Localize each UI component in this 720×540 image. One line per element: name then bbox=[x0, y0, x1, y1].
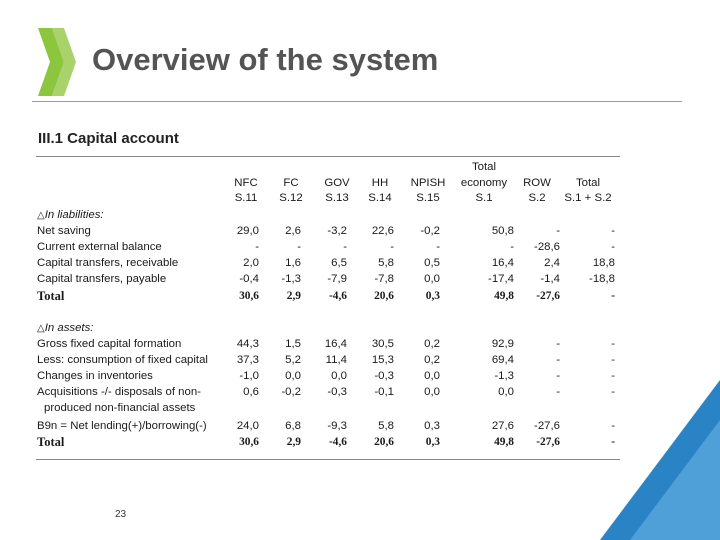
table-cell: 2,4 bbox=[544, 257, 560, 269]
table-cell: -1,0 bbox=[239, 370, 259, 382]
table-cell: 5,8 bbox=[378, 420, 394, 432]
row-label: Capital transfers, payable bbox=[37, 273, 167, 285]
table-cell: -9,3 bbox=[327, 420, 347, 432]
column-code-s-11: S.11 bbox=[234, 192, 258, 204]
table-cell: -0,1 bbox=[374, 386, 394, 398]
row-label: Acquisitions -/- disposals of non- bbox=[37, 386, 201, 398]
table-cell: - bbox=[611, 338, 615, 350]
row-label: Changes in inventories bbox=[37, 370, 153, 382]
table-cell: 44,3 bbox=[236, 338, 259, 350]
table-cell: 18,8 bbox=[592, 257, 615, 269]
table-cell: 16,4 bbox=[491, 257, 514, 269]
table-cell: 30,5 bbox=[371, 338, 394, 350]
table-cell: 27,6 bbox=[491, 420, 514, 432]
table-cell: -27,6 bbox=[536, 436, 560, 448]
table-cell: -3,2 bbox=[327, 225, 347, 237]
column-code-s-13: S.13 bbox=[325, 192, 349, 204]
table-bottom-rule bbox=[36, 459, 620, 460]
table-cell: - bbox=[556, 370, 560, 382]
table-cell: 20,6 bbox=[374, 290, 394, 302]
column-header-s-14: HH bbox=[371, 177, 389, 189]
column-code-s-15: S.15 bbox=[416, 192, 440, 204]
table-cell: 0,0 bbox=[498, 386, 514, 398]
table-cell: 1,6 bbox=[285, 257, 301, 269]
table-cell: -0,2 bbox=[420, 225, 440, 237]
table-cell: -27,6 bbox=[536, 290, 560, 302]
assets-heading bbox=[37, 322, 93, 335]
table-cell: 2,6 bbox=[285, 225, 301, 237]
table-cell: - bbox=[611, 386, 615, 398]
table-cell: -4,6 bbox=[328, 290, 347, 302]
table-cell: 37,3 bbox=[236, 354, 259, 366]
row-label: Gross fixed capital formation bbox=[37, 338, 182, 350]
table-cell: -7,9 bbox=[327, 273, 347, 285]
table-cell: 0,6 bbox=[243, 386, 259, 398]
table-cell: 0,3 bbox=[425, 290, 440, 302]
column-header-s-1-s-2: Total bbox=[575, 177, 601, 189]
row-label: B9n = Net lending(+)/borrowing(-) bbox=[37, 420, 207, 432]
table-cell: - bbox=[343, 241, 347, 253]
table-cell: - bbox=[255, 241, 259, 253]
table-cell: 11,4 bbox=[325, 354, 347, 366]
table-cell: 0,2 bbox=[424, 338, 440, 350]
table-cell: - bbox=[611, 225, 615, 237]
table-cell: -1,3 bbox=[281, 273, 301, 285]
page-title: Overview of the system bbox=[92, 42, 439, 77]
liabilities-heading bbox=[37, 209, 104, 222]
section-heading-text: In liabilities: bbox=[44, 209, 104, 221]
table-cell: -7,8 bbox=[374, 273, 394, 285]
table-cell: -1,4 bbox=[540, 273, 560, 285]
table-cell: - bbox=[556, 354, 560, 366]
table-cell: 50,8 bbox=[491, 225, 514, 237]
table-cell: 2,9 bbox=[286, 290, 301, 302]
table-cell: 15,3 bbox=[371, 354, 394, 366]
table-cell: 2,9 bbox=[286, 436, 301, 448]
table-cell: 22,6 bbox=[371, 225, 394, 237]
corner-decoration bbox=[600, 380, 720, 540]
table-cell: 6,5 bbox=[331, 257, 347, 269]
table-cell: 1,5 bbox=[285, 338, 301, 350]
table-cell: 16,4 bbox=[324, 338, 347, 350]
table-cell: -0,2 bbox=[281, 386, 301, 398]
column-code-s-1-s-2: S.1 + S.2 bbox=[564, 192, 612, 204]
table-cell: 30,6 bbox=[239, 290, 259, 302]
column-code-s-1: S.1 bbox=[475, 192, 493, 204]
column-header-s-11: NFC bbox=[234, 177, 258, 189]
table-cell: 69,4 bbox=[491, 354, 514, 366]
row-label-continued: produced non-financial assets bbox=[44, 402, 196, 414]
row-label: Less: consumption of fixed capital bbox=[37, 354, 208, 366]
table-cell: - bbox=[611, 370, 615, 382]
section-heading-text: In assets: bbox=[44, 322, 94, 334]
table-cell: - bbox=[611, 354, 615, 366]
table-cell: 5,8 bbox=[378, 257, 394, 269]
table-cell: - bbox=[611, 290, 615, 302]
table-cell: 20,6 bbox=[374, 436, 394, 448]
table-cell: 0,3 bbox=[425, 436, 440, 448]
row-label: Capital transfers, receivable bbox=[37, 257, 179, 269]
row-label: Total bbox=[37, 435, 65, 449]
table-cell: - bbox=[556, 338, 560, 350]
table-cell: 0,3 bbox=[424, 420, 440, 432]
table-cell: 29,0 bbox=[236, 225, 259, 237]
table-cell: 49,8 bbox=[494, 290, 514, 302]
column-header-s-1: economy bbox=[460, 177, 508, 189]
column-code-s-14: S.14 bbox=[368, 192, 392, 204]
header-total-line: Total bbox=[471, 161, 497, 173]
table-cell: 0,2 bbox=[424, 354, 440, 366]
logo-chevrons-icon bbox=[34, 24, 78, 100]
row-label: Total bbox=[37, 289, 65, 303]
table-cell: 6,8 bbox=[285, 420, 301, 432]
table-cell: -4,6 bbox=[328, 436, 347, 448]
column-header-s-12: FC bbox=[283, 177, 299, 189]
table-cell: - bbox=[556, 225, 560, 237]
table-cell: 0,0 bbox=[424, 386, 440, 398]
table-cell: -0,3 bbox=[327, 386, 347, 398]
table-cell: 0,5 bbox=[424, 257, 440, 269]
table-cell: 92,9 bbox=[491, 338, 514, 350]
table-cell: - bbox=[611, 241, 615, 253]
column-header-s-2: ROW bbox=[523, 177, 551, 189]
section-title: III.1 Capital account bbox=[38, 130, 179, 147]
table-cell: - bbox=[611, 436, 615, 448]
table-cell: - bbox=[611, 420, 615, 432]
table-cell: 24,0 bbox=[236, 420, 259, 432]
row-label: Net saving bbox=[37, 225, 91, 237]
column-header-s-15: NPISH bbox=[410, 177, 446, 189]
table-cell: 0,0 bbox=[285, 370, 301, 382]
table-cell: -0,3 bbox=[374, 370, 394, 382]
table-cell: 0,0 bbox=[331, 370, 347, 382]
table-cell: -27,6 bbox=[534, 420, 560, 432]
table-cell: - bbox=[297, 241, 301, 253]
table-cell: -18,8 bbox=[589, 273, 615, 285]
table-cell: 30,6 bbox=[239, 436, 259, 448]
delta-icon: △ bbox=[37, 323, 45, 334]
column-header-s-13: GOV bbox=[324, 177, 350, 189]
table-cell: 49,8 bbox=[494, 436, 514, 448]
table-cell: 0,0 bbox=[424, 273, 440, 285]
table-cell: -17,4 bbox=[488, 273, 514, 285]
table-cell: - bbox=[436, 241, 440, 253]
table-cell: -1,3 bbox=[494, 370, 514, 382]
table-cell: - bbox=[556, 386, 560, 398]
corner-light-shape bbox=[630, 420, 720, 540]
title-divider bbox=[32, 101, 682, 102]
table-cell: - bbox=[390, 241, 394, 253]
table-top-rule bbox=[36, 156, 620, 157]
table-cell: 2,0 bbox=[243, 257, 259, 269]
row-label: Current external balance bbox=[37, 241, 162, 253]
table-cell: - bbox=[510, 241, 514, 253]
table-cell: -0,4 bbox=[239, 273, 259, 285]
column-code-s-2: S.2 bbox=[528, 192, 546, 204]
table-cell: 5,2 bbox=[285, 354, 301, 366]
table-cell: 0,0 bbox=[424, 370, 440, 382]
page-number: 23 bbox=[115, 509, 127, 520]
delta-icon: △ bbox=[37, 210, 45, 221]
table-cell: -28,6 bbox=[534, 241, 560, 253]
column-code-s-12: S.12 bbox=[279, 192, 303, 204]
